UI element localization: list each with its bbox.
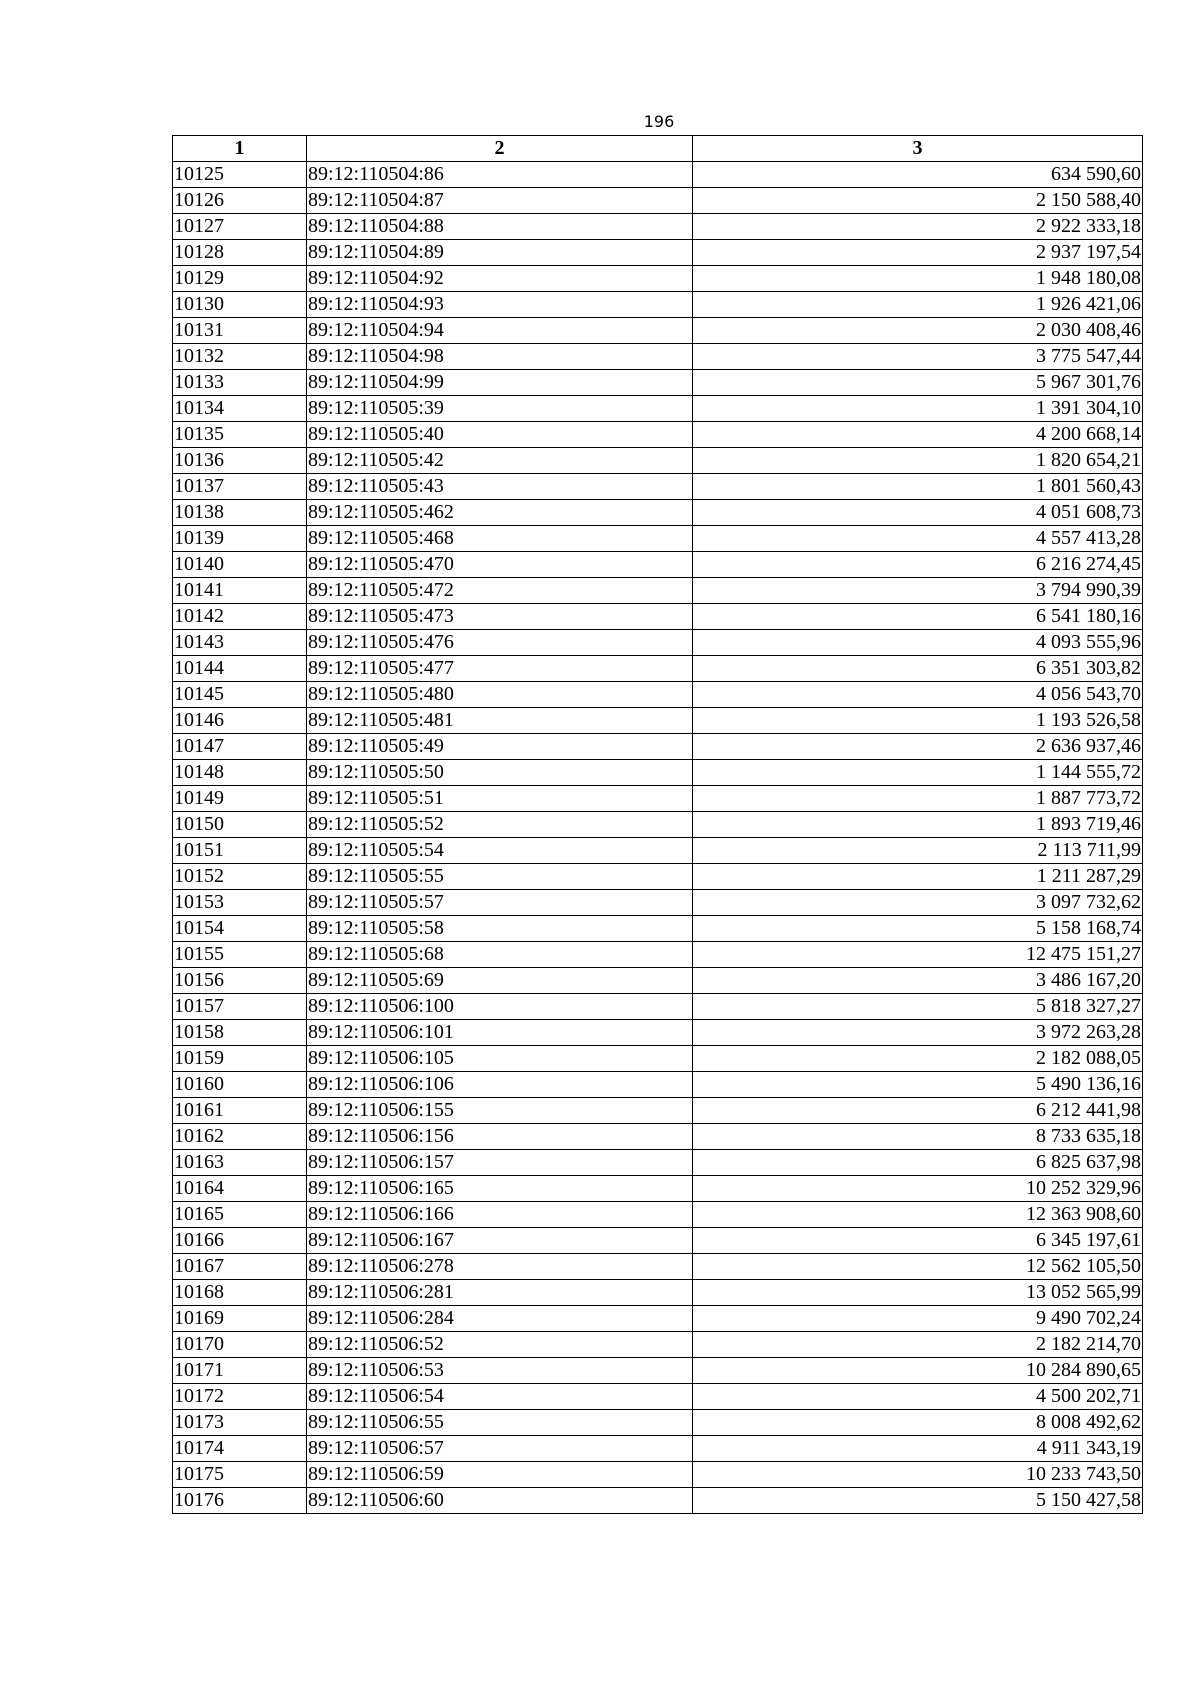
row-number-cell: 10147: [173, 734, 307, 760]
cadastral-number-cell: 89:12:110505:468: [307, 526, 693, 552]
table-row: [173, 266, 1143, 292]
value-cell: 6 825 637,98: [693, 1150, 1143, 1176]
cadastral-number-cell: 89:12:110505:68: [307, 942, 693, 968]
value-cell: 2 922 333,18: [693, 214, 1143, 240]
cadastral-number-cell: 89:12:110506:281: [307, 1280, 693, 1306]
value-cell: 3 775 547,44: [693, 344, 1143, 370]
row-number-cell: 10160: [173, 1072, 307, 1098]
row-number-cell: 10132: [173, 344, 307, 370]
value-cell: 1 211 287,29: [693, 864, 1143, 890]
table-row: [173, 240, 1143, 266]
cadastral-number-cell: 89:12:110506:59: [307, 1462, 693, 1488]
cadastral-number-cell: 89:12:110505:55: [307, 864, 693, 890]
cadastral-number-cell: 89:12:110504:88: [307, 214, 693, 240]
value-cell: 1 820 654,21: [693, 448, 1143, 474]
value-cell: 8 008 492,62: [693, 1410, 1143, 1436]
table-row: [173, 318, 1143, 344]
table-row: [173, 916, 1143, 942]
table-row: [173, 1046, 1143, 1072]
value-cell: 3 972 263,28: [693, 1020, 1143, 1046]
table-row: [173, 1098, 1143, 1124]
row-number-cell: 10164: [173, 1176, 307, 1202]
value-cell: 2 636 937,46: [693, 734, 1143, 760]
value-cell: 1 926 421,06: [693, 292, 1143, 318]
value-cell: 6 212 441,98: [693, 1098, 1143, 1124]
cadastral-number-cell: 89:12:110505:54: [307, 838, 693, 864]
row-number-cell: 10127: [173, 214, 307, 240]
table-row: [173, 864, 1143, 890]
cadastral-number-cell: 89:12:110505:57: [307, 890, 693, 916]
cadastral-number-cell: 89:12:110506:52: [307, 1332, 693, 1358]
table-row: [173, 1202, 1143, 1228]
row-number-cell: 10136: [173, 448, 307, 474]
row-number-cell: 10161: [173, 1098, 307, 1124]
table-row: [173, 1124, 1143, 1150]
table-row: [173, 890, 1143, 916]
cadastral-number-cell: 89:12:110506:156: [307, 1124, 693, 1150]
row-number-cell: 10135: [173, 422, 307, 448]
row-number-cell: 10153: [173, 890, 307, 916]
value-cell: 5 967 301,76: [693, 370, 1143, 396]
row-number-cell: 10171: [173, 1358, 307, 1384]
row-number-cell: 10140: [173, 552, 307, 578]
row-number-cell: 10165: [173, 1202, 307, 1228]
table-row: [173, 292, 1143, 318]
row-number-cell: 10145: [173, 682, 307, 708]
row-number-cell: 10175: [173, 1462, 307, 1488]
value-cell: 5 158 168,74: [693, 916, 1143, 942]
cadastral-number-cell: 89:12:110505:39: [307, 396, 693, 422]
cadastral-number-cell: 89:12:110506:284: [307, 1306, 693, 1332]
value-cell: 5 150 427,58: [693, 1488, 1143, 1514]
value-cell: 3 794 990,39: [693, 578, 1143, 604]
cadastral-number-cell: 89:12:110506:167: [307, 1228, 693, 1254]
row-number-cell: 10139: [173, 526, 307, 552]
row-number-cell: 10137: [173, 474, 307, 500]
value-cell: 6 345 197,61: [693, 1228, 1143, 1254]
table-row: [173, 630, 1143, 656]
table-row: [173, 1228, 1143, 1254]
table-row: [173, 500, 1143, 526]
value-cell: 634 590,60: [693, 162, 1143, 188]
value-cell: 1 801 560,43: [693, 474, 1143, 500]
value-cell: 4 200 668,14: [693, 422, 1143, 448]
row-number-cell: 10158: [173, 1020, 307, 1046]
row-number-cell: 10152: [173, 864, 307, 890]
row-number-cell: 10173: [173, 1410, 307, 1436]
row-number-cell: 10172: [173, 1384, 307, 1410]
table-row: [173, 578, 1143, 604]
row-number-cell: 10143: [173, 630, 307, 656]
value-cell: 1 391 304,10: [693, 396, 1143, 422]
row-number-cell: 10148: [173, 760, 307, 786]
value-cell: 2 937 197,54: [693, 240, 1143, 266]
table-row: [173, 604, 1143, 630]
cadastral-number-cell: 89:12:110504:99: [307, 370, 693, 396]
row-number-cell: 10138: [173, 500, 307, 526]
table-row: [173, 1254, 1143, 1280]
cadastral-number-cell: 89:12:110504:98: [307, 344, 693, 370]
value-cell: 8 733 635,18: [693, 1124, 1143, 1150]
row-number-cell: 10130: [173, 292, 307, 318]
cadastral-number-cell: 89:12:110506:165: [307, 1176, 693, 1202]
row-number-cell: 10144: [173, 656, 307, 682]
row-number-cell: 10174: [173, 1436, 307, 1462]
row-number-cell: 10176: [173, 1488, 307, 1514]
cadastral-number-cell: 89:12:110504:86: [307, 162, 693, 188]
cadastral-number-cell: 89:12:110506:155: [307, 1098, 693, 1124]
cadastral-number-cell: 89:12:110505:52: [307, 812, 693, 838]
cadastral-number-cell: 89:12:110506:60: [307, 1488, 693, 1514]
cadastral-number-cell: 89:12:110505:470: [307, 552, 693, 578]
row-number-cell: 10142: [173, 604, 307, 630]
row-number-cell: 10146: [173, 708, 307, 734]
cadastral-number-cell: 89:12:110506:105: [307, 1046, 693, 1072]
value-cell: 1 144 555,72: [693, 760, 1143, 786]
row-number-cell: 10159: [173, 1046, 307, 1072]
cadastral-number-cell: 89:12:110505:473: [307, 604, 693, 630]
table-row: [173, 1150, 1143, 1176]
value-cell: 3 097 732,62: [693, 890, 1143, 916]
table-row: [173, 760, 1143, 786]
cadastral-number-cell: 89:12:110506:55: [307, 1410, 693, 1436]
table-row: [173, 396, 1143, 422]
row-number-cell: 10154: [173, 916, 307, 942]
table-row: [173, 526, 1143, 552]
page-number: 196: [643, 112, 675, 131]
cadastral-number-cell: 89:12:110504:87: [307, 188, 693, 214]
table-row: [173, 942, 1143, 968]
header-row: [173, 136, 1143, 162]
row-number-cell: 10126: [173, 188, 307, 214]
value-cell: 2 182 214,70: [693, 1332, 1143, 1358]
row-number-cell: 10151: [173, 838, 307, 864]
row-number-cell: 10156: [173, 968, 307, 994]
table-row: [173, 708, 1143, 734]
cadastral-number-cell: 89:12:110505:69: [307, 968, 693, 994]
cadastral-number-cell: 89:12:110505:51: [307, 786, 693, 812]
table-row: [173, 1280, 1143, 1306]
value-cell: 6 216 274,45: [693, 552, 1143, 578]
value-cell: 2 182 088,05: [693, 1046, 1143, 1072]
value-cell: 4 557 413,28: [693, 526, 1143, 552]
table-row: [173, 188, 1143, 214]
cadastral-number-cell: 89:12:110506:101: [307, 1020, 693, 1046]
cadastral-number-cell: 89:12:110504:92: [307, 266, 693, 292]
cadastral-number-cell: 89:12:110505:42: [307, 448, 693, 474]
table-row: [173, 552, 1143, 578]
table-row: [173, 214, 1143, 240]
row-number-cell: 10129: [173, 266, 307, 292]
cadastral-number-cell: 89:12:110504:94: [307, 318, 693, 344]
value-cell: 4 093 555,96: [693, 630, 1143, 656]
table-row: [173, 1384, 1143, 1410]
table-row: [173, 656, 1143, 682]
cadastral-number-cell: 89:12:110505:480: [307, 682, 693, 708]
row-number-cell: 10162: [173, 1124, 307, 1150]
table-row: [173, 422, 1143, 448]
value-cell: 2 113 711,99: [693, 838, 1143, 864]
table-row: [173, 1488, 1143, 1514]
table-row: [173, 1306, 1143, 1332]
row-number-cell: 10149: [173, 786, 307, 812]
table-row: [173, 448, 1143, 474]
table-row: [173, 474, 1143, 500]
cadastral-number-cell: 89:12:110506:157: [307, 1150, 693, 1176]
value-cell: 10 252 329,96: [693, 1176, 1143, 1202]
table-row: [173, 734, 1143, 760]
row-number-cell: 10169: [173, 1306, 307, 1332]
table-row: [173, 370, 1143, 396]
cadastral-number-cell: 89:12:110505:40: [307, 422, 693, 448]
table-row: [173, 786, 1143, 812]
table-row: [173, 812, 1143, 838]
column-header-1: 1: [173, 136, 307, 162]
table-row: [173, 1020, 1143, 1046]
value-cell: 4 500 202,71: [693, 1384, 1143, 1410]
table-row: [173, 1358, 1143, 1384]
value-cell: 6 351 303,82: [693, 656, 1143, 682]
row-number-cell: 10133: [173, 370, 307, 396]
value-cell: 1 887 773,72: [693, 786, 1143, 812]
row-number-cell: 10166: [173, 1228, 307, 1254]
value-cell: 5 490 136,16: [693, 1072, 1143, 1098]
table-row: [173, 1176, 1143, 1202]
cadastral-number-cell: 89:12:110505:49: [307, 734, 693, 760]
cadastral-number-cell: 89:12:110506:53: [307, 1358, 693, 1384]
value-cell: 10 233 743,50: [693, 1462, 1143, 1488]
value-cell: 12 363 908,60: [693, 1202, 1143, 1228]
table-row: [173, 162, 1143, 188]
table-row: [173, 1462, 1143, 1488]
cadastral-number-cell: 89:12:110505:477: [307, 656, 693, 682]
cadastral-number-cell: 89:12:110505:50: [307, 760, 693, 786]
row-number-cell: 10163: [173, 1150, 307, 1176]
row-number-cell: 10128: [173, 240, 307, 266]
row-number-cell: 10168: [173, 1280, 307, 1306]
value-cell: 10 284 890,65: [693, 1358, 1143, 1384]
row-number-cell: 10150: [173, 812, 307, 838]
value-cell: 6 541 180,16: [693, 604, 1143, 630]
value-cell: 12 562 105,50: [693, 1254, 1143, 1280]
value-cell: 12 475 151,27: [693, 942, 1143, 968]
table-row: [173, 1436, 1143, 1462]
table-row: [173, 838, 1143, 864]
row-number-cell: 10167: [173, 1254, 307, 1280]
column-header-3: 3: [693, 136, 1143, 162]
value-cell: 4 056 543,70: [693, 682, 1143, 708]
cadastral-number-cell: 89:12:110506:57: [307, 1436, 693, 1462]
row-number-cell: 10157: [173, 994, 307, 1020]
value-cell: 1 893 719,46: [693, 812, 1143, 838]
value-cell: 2 150 588,40: [693, 188, 1143, 214]
cadastral-number-cell: 89:12:110506:278: [307, 1254, 693, 1280]
table-row: [173, 1332, 1143, 1358]
column-header-2: 2: [307, 136, 693, 162]
value-cell: 4 051 608,73: [693, 500, 1143, 526]
cadastral-number-cell: 89:12:110506:166: [307, 1202, 693, 1228]
value-cell: 13 052 565,99: [693, 1280, 1143, 1306]
table-row: [173, 344, 1143, 370]
cadastral-number-cell: 89:12:110505:476: [307, 630, 693, 656]
row-number-cell: 10134: [173, 396, 307, 422]
cadastral-number-cell: 89:12:110505:58: [307, 916, 693, 942]
value-cell: 5 818 327,27: [693, 994, 1143, 1020]
cadastral-number-cell: 89:12:110505:462: [307, 500, 693, 526]
cadastral-number-cell: 89:12:110505:481: [307, 708, 693, 734]
value-cell: 9 490 702,24: [693, 1306, 1143, 1332]
row-number-cell: 10125: [173, 162, 307, 188]
row-number-cell: 10131: [173, 318, 307, 344]
table-row: [173, 682, 1143, 708]
value-cell: 4 911 343,19: [693, 1436, 1143, 1462]
cadastral-number-cell: 89:12:110504:89: [307, 240, 693, 266]
cadastral-number-cell: 89:12:110505:43: [307, 474, 693, 500]
value-cell: 3 486 167,20: [693, 968, 1143, 994]
row-number-cell: 10155: [173, 942, 307, 968]
data-table: [172, 135, 1143, 1514]
cadastral-number-cell: 89:12:110504:93: [307, 292, 693, 318]
value-cell: 1 948 180,08: [693, 266, 1143, 292]
table-body: [173, 162, 1143, 1514]
cadastral-number-cell: 89:12:110506:106: [307, 1072, 693, 1098]
table-row: [173, 1410, 1143, 1436]
table-row: [173, 968, 1143, 994]
table-row: [173, 994, 1143, 1020]
cadastral-number-cell: 89:12:110506:100: [307, 994, 693, 1020]
table-row: [173, 1072, 1143, 1098]
row-number-cell: 10141: [173, 578, 307, 604]
value-cell: 1 193 526,58: [693, 708, 1143, 734]
cadastral-number-cell: 89:12:110506:54: [307, 1384, 693, 1410]
row-number-cell: 10170: [173, 1332, 307, 1358]
value-cell: 2 030 408,46: [693, 318, 1143, 344]
cadastral-number-cell: 89:12:110505:472: [307, 578, 693, 604]
